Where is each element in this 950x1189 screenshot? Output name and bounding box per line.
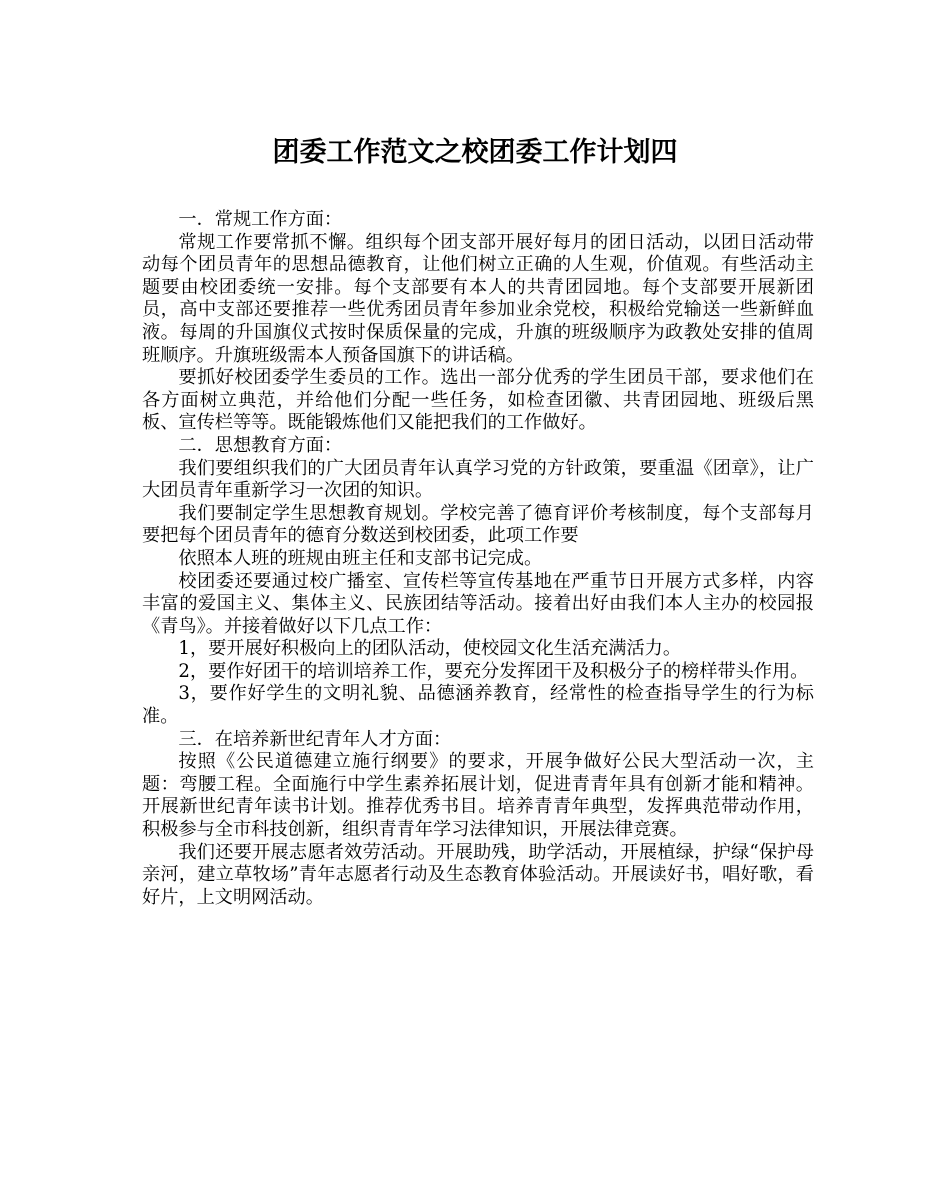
- list-item: 1，要开展好积极向上的团队活动，使校园文化生活充满活力。: [178, 638, 682, 660]
- section-heading-routine: 一．常规工作方面：: [178, 209, 343, 230]
- paragraph: 我们要组织我们的广大团员青年认真学习党的方针政策，要重温《团章》，让广大团员青年重新学习一次团的知识。: [142, 457, 814, 502]
- list-item: 3，要作好学生的文明礼貌、品德涵养教育，经常性的检查指导学生的行为标准。: [142, 683, 814, 728]
- section-heading-ideology: 二．思想教育方面：: [178, 434, 343, 456]
- paragraph: 按照《公民道德建立施行纲要》的要求，开展争做好公民大型活动一次，主题：弯腰工程。全面施行中学生素养拓展计划，促进青青年具有创新才能和精神。开展新世纪青年读书计划。推荐优秀书目。培养青青年典型，发挥典范带动作用，积极参与全市科技创新，组织青青年学习法律知识，开展法律竞赛。: [142, 751, 814, 841]
- document-body: [142, 209, 814, 909]
- paragraph: 要抓好校团委学生委员的工作。选出一部分优秀的学生团员干部，要求他们在各方面树立典范，并给他们分配一些任务，如检查团徽、共青团园地、班级后黑板、宣传栏等等。既能锻炼他们又能把我们的工作做好。: [142, 367, 814, 434]
- paragraph: 校团委还要通过校广播室、宣传栏等宣传基地在严重节日开展方式多样，内容丰富的爱国主义、集体主义、民族团结等活动。接着出好由我们本人主办的校园报《青鸟》。并接着做好以下几点工作：: [142, 570, 814, 637]
- paragraph: 依照本人班的班规由班主任和支部书记完成。: [178, 547, 543, 569]
- document-title: 团委工作范文之校团委工作计划四: [272, 137, 678, 168]
- paragraph: 常规工作要常抓不懈。组织每个团支部开展好每月的团日活动，以团日活动带动每个团员青年的思想品德教育，让他们树立正确的人生观，价值观。有些活动主题要由校团委统一安排。每个支部要有本人的共青团园地。每个支部要开展新团员，高中支部还要推荐一些优秀团员青年参加业余党校，积极给党输送一些新鲜血液。每周的升国旗仪式按时保质保量的完成，升旗的班级顺序为政教处安排的值周班顺序。升旗班级需本人预备国旗下的讲话稿。: [142, 231, 814, 366]
- paragraph: 我们还要开展志愿者效劳活动。开展助残，助学活动，开展植绿，护绿“保护母亲河，建立草牧场”青年志愿者行动及生态教育体验活动。开展读好书，唱好歌，看好片，上文明网活动。: [142, 841, 814, 908]
- section-heading-talent: 三．在培养新世纪青年人才方面：: [178, 728, 452, 750]
- list-item: 2，要作好团干的培训培养工作，要充分发挥团干及积极分子的榜样带头作用。: [178, 660, 809, 682]
- paragraph: 我们要制定学生思想教育规划。学校完善了德育评价考核制度，每个支部每月要把每个团员青年的德育分数送到校团委，此项工作要: [142, 502, 814, 547]
